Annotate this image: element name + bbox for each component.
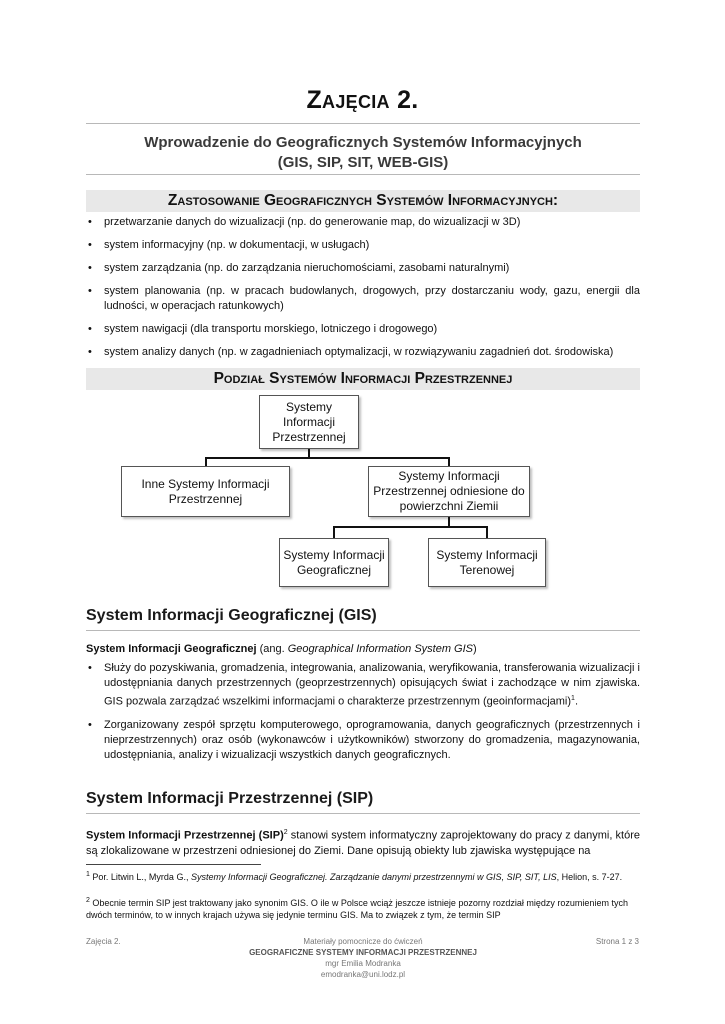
list-item: • przetwarzanie danych do wizualizacji (np. do generowanie map, do wizualizacji w 3D) (88, 216, 521, 228)
sip-paragraph: System Informacji Przestrzennej (SIP)$^2$ stanowi system informatyczny zaprojektowany do pracy z danymi, które są zlokalizowane w przestrzeni odniesionej do Ziemi. Dane opisują obiekty lub zjawiska występujące na (86, 829, 641, 857)
bullet-icon: • (88, 346, 92, 358)
bullet-icon: • (88, 662, 92, 674)
footnote-2: $^2$ Obecnie termin SIP jest traktowany jako synonim GIS. O ile w Polsce wciąż jeszcze istnieje pozorny rozdział między rozumieniem tych dwóch terminów, to w innych krajach używa się jedynie terminu GIS. Ma to związek z tym, że termin SIP (86, 897, 628, 920)
connector-line (333, 526, 335, 538)
list-item: • system nawigacji (dla transportu morskiego, lotniczego i drogowego) (88, 323, 438, 335)
diagram-node-other: Inne Systemy Informacji Przestrzennej (121, 466, 290, 517)
applications-list (86, 215, 640, 368)
bullet-icon: • (88, 718, 92, 731)
bullet-icon: • (88, 285, 92, 297)
list-item: • system informacyjny (np. w dokumentacji, w usługach) (88, 239, 370, 251)
diagram-node-earth-referenced: Systemy Informacji Przestrzennej odniesione do powierzchni Ziemii (368, 466, 530, 517)
list-item: • Służy do pozyskiwania, gromadzenia, integrowania, analizowania, weryfikowania, transferowania wizualizacji i udostępniania danych przestrzennych (geoprzestrzennych) opisujących świat i zachodzące w nim zjawiska. GIS pozwala zarządzać wszelkimi informacjami o charakterze przestrzennym (geoinformacjami)$^1$. (88, 662, 640, 708)
connector-line (205, 457, 207, 466)
footnote-1: $^1$ Por. Litwin L., Myrda G., Systemy Informacji Geograficznej. Zarządzanie danymi przestrzennymi w GIS, SIP, SIT, LIS, Helion, s. 7-27. (86, 871, 623, 882)
diagram-node-geographic: Systemy Informacji Geograficznej (279, 538, 389, 587)
subtitle-rule (86, 174, 640, 175)
list-item: • system planowania (np. w pracach budowlanych, drogowych, przy dostarczaniu wody, gazu, energii dla ludności, w operacjach ratunkowych) (88, 285, 640, 312)
bullet-icon: • (88, 216, 92, 228)
connector-line (486, 526, 488, 538)
bullet-icon: • (88, 262, 92, 274)
applications-heading: Zastosowanie Geograficznych Systemów Informacyjnych: (86, 190, 640, 212)
diagram-root-node: Systemy Informacji Przestrzennej (259, 395, 359, 449)
bullet-icon: • (88, 239, 92, 251)
division-heading: Podział Systemów Informacji Przestrzennej (86, 368, 640, 390)
gis-heading: System Informacji Geograficznej (GIS) (86, 607, 377, 624)
subtitle-line-1: Wprowadzenie do Geograficznych Systemów Informacyjnych (144, 134, 582, 151)
title-rule (86, 123, 640, 124)
page-subtitle (86, 133, 640, 173)
bullet-icon: • (88, 323, 92, 335)
sip-heading: System Informacji Przestrzennej (SIP) (86, 790, 374, 807)
footer-left: Zajęcia 2. (86, 937, 121, 946)
connector-line (205, 457, 450, 459)
sip-heading-rule (86, 813, 640, 814)
footnote-separator (86, 864, 261, 865)
footer-center: Materiały pomocnicze do ćwiczeń GEOGRAFICZNE SYSTEMY INFORMACJI PRZESTRZENNEJ mgr Emilia Modranka emodranka@uni.lodz.pl (249, 937, 477, 979)
connector-line (448, 457, 450, 466)
connector-line (333, 526, 488, 528)
gis-definition: System Informacji Geograficznej (ang. Geographical Information System GIS) (86, 643, 477, 655)
page-title: Zajęcia 2. (306, 86, 419, 114)
footer-page-number: Strona 1 z 3 (595, 937, 639, 946)
list-item: • Zorganizowany zespół sprzętu komputerowego, oprogramowania, danych geograficznych (przestrzennych i nieprzestrzennych) oraz osób (wykonawców i użytkowników) stworzony do gromadzenia, magazynowania, udostępniania, analizy i wizualizacji wszystkich danych geograficznych. (88, 718, 640, 761)
gis-heading-rule (86, 630, 640, 631)
subtitle-line-2: (GIS, SIP, SIT, WEB-GIS) (277, 154, 449, 171)
list-item: • system zarządzania (np. do zarządzania nieruchomościami, zasobami naturalnymi) (88, 262, 510, 274)
list-item: • system analizy danych (np. w zagadnieniach optymalizacji, w rozwiązywaniu zagadnień dot. środowiska) (88, 346, 614, 358)
diagram-node-terrain: Systemy Informacji Terenowej (428, 538, 546, 587)
gis-list (86, 661, 640, 771)
